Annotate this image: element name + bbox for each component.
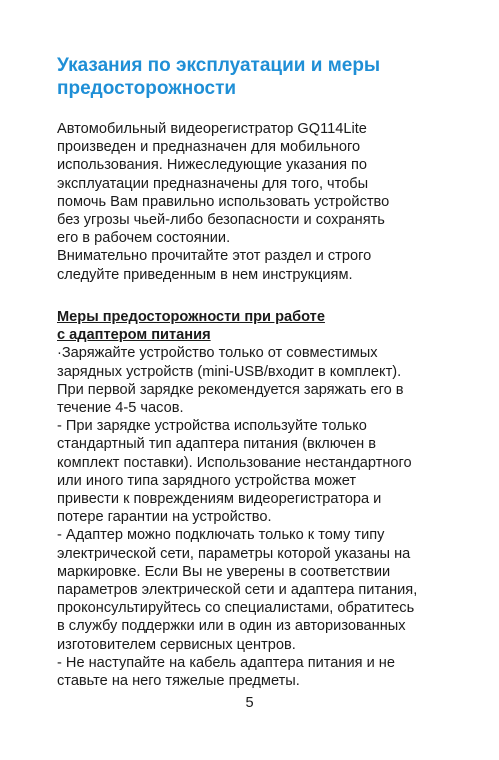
intro-line: произведен и предназначен для мобильного xyxy=(57,139,361,156)
section-heading xyxy=(57,308,457,344)
intro-line: следуйте приведенным в нем инструкциям. xyxy=(57,266,353,283)
section-heading-line-2: с адаптером питания xyxy=(57,327,211,344)
section-line: в службу поддержки или в один из авторизованных xyxy=(57,618,406,635)
page-title-line-2: предосторожности xyxy=(57,78,237,99)
page-number: 5 xyxy=(245,695,254,711)
section-heading-line-1: Меры предосторожности при работе xyxy=(57,309,325,325)
section-line: стандартный тип адаптера питания (включен в xyxy=(57,436,376,453)
section-line: При первой зарядке рекомендуется заряжать его в xyxy=(57,381,404,398)
section-line: проконсультируйтесь со специалистами, обратитесь xyxy=(57,600,415,617)
section-line: - При зарядке устройства используйте только xyxy=(57,418,367,435)
intro-line: без угрозы чьей-либо безопасности и сохранять xyxy=(57,212,385,229)
section-line: комплект поставки). Использование нестандартного xyxy=(57,454,412,471)
intro-line: использования. Нижеследующие указания по xyxy=(57,157,368,174)
intro-paragraph xyxy=(57,120,457,284)
section-line: ставьте на него тяжелые предметы. xyxy=(57,673,300,690)
section-line: - Не наступайте на кабель адаптера питания и не xyxy=(57,654,395,671)
section-line: параметров электрической сети и адаптера питания, xyxy=(57,582,418,599)
intro-line: помочь Вам правильно использовать устройство xyxy=(57,193,390,210)
section-line: зарядных устройств (mini-USB/входит в комплект). xyxy=(57,363,402,380)
intro-line: Автомобильный видеорегистратор GQ114Lite xyxy=(57,121,367,137)
section-line: ·Заряжайте устройство только от совместимых xyxy=(57,345,378,362)
section-line: или иного типа зарядного устройства может xyxy=(57,472,357,489)
section-line: течение 4-5 часов. xyxy=(57,400,184,417)
section-line: изготовителем сервисных центров. xyxy=(57,636,296,653)
intro-line: эксплуатации предназначены для того, чтобы xyxy=(57,175,369,192)
section-line: электрической сети, параметры которой указаны на xyxy=(57,545,411,562)
section-line: - Адаптер можно подключать только к тому типу xyxy=(57,527,385,544)
section-line: привести к повреждениям видеорегистратора и xyxy=(57,491,382,508)
section-line: маркировке. Если Вы не уверены в соответствии xyxy=(57,563,391,580)
section-line: потере гарантии на устройство. xyxy=(57,509,272,526)
page-title xyxy=(57,54,457,100)
intro-line: Внимательно прочитайте этот раздел и строго xyxy=(57,248,372,265)
power-adapter-section xyxy=(57,308,457,690)
intro-line: его в рабочем состоянии. xyxy=(57,230,231,247)
page-title-line-1: Указания по эксплуатации и меры xyxy=(57,55,381,76)
